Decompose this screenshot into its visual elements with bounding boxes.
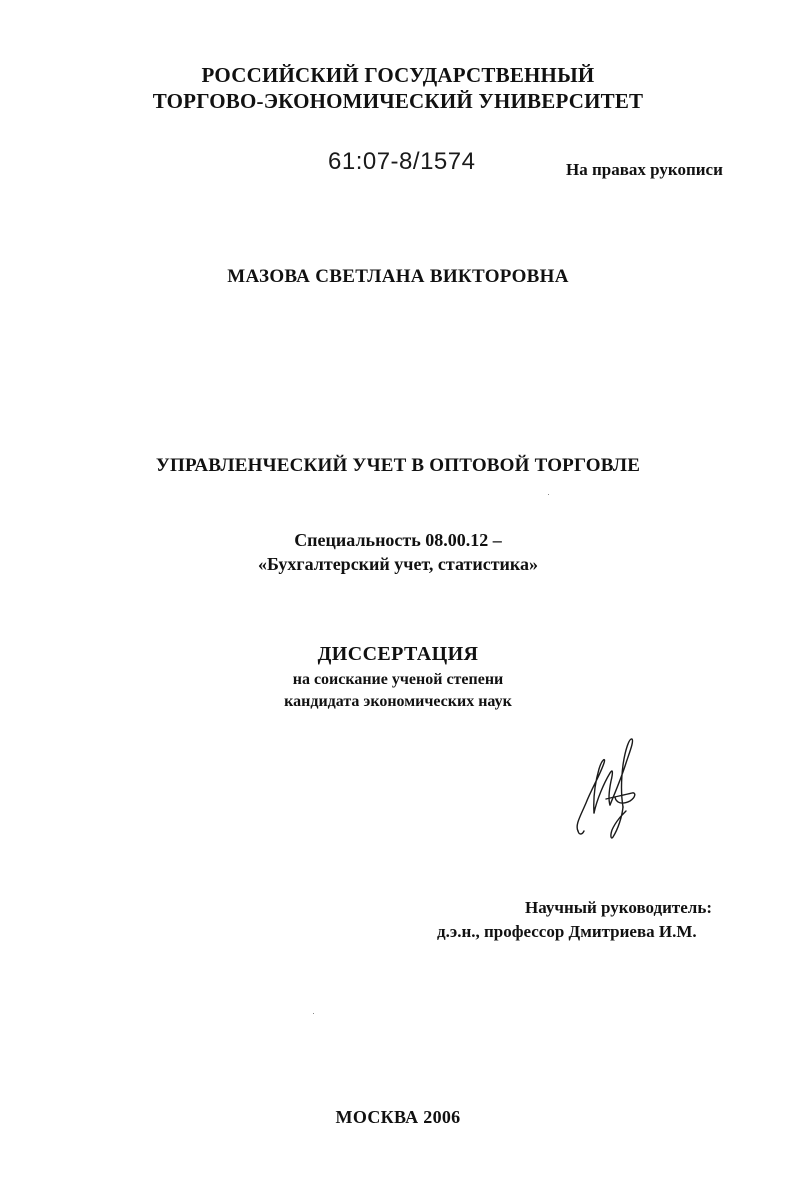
university-name bbox=[0, 62, 796, 114]
supervisor-name: д.э.н., профессор Дмитриева И.М. bbox=[437, 922, 697, 941]
supervisor-label: Научный руководитель: bbox=[525, 898, 712, 917]
degree-line-2: кандидата экономических наук bbox=[284, 693, 512, 710]
degree-block bbox=[0, 669, 796, 713]
signature-icon bbox=[566, 733, 644, 843]
dissertation-heading: ДИССЕРТАЦИЯ bbox=[317, 643, 479, 665]
degree-line-1: на соискание ученой степени bbox=[292, 671, 504, 688]
rights-note: На правах рукописи bbox=[566, 160, 723, 179]
dissertation-title: УПРАВЛЕНЧЕСКИЙ УЧЕТ В ОПТОВОЙ ТОРГОВЛЕ bbox=[155, 455, 641, 476]
author-name: МАЗОВА СВЕТЛАНА ВИКТОРОВНА bbox=[227, 266, 569, 287]
university-line-2: ТОРГОВО-ЭКОНОМИЧЕСКИЙ УНИВЕРСИТЕТ bbox=[152, 89, 644, 113]
catalog-code: 61:07-8/1574 bbox=[328, 148, 476, 175]
scan-speck bbox=[548, 494, 549, 495]
specialty-line-2: «Бухгалтерский учет, статистика» bbox=[257, 554, 539, 574]
university-line-1: РОССИЙСКИЙ ГОСУДАРСТВЕННЫЙ bbox=[201, 63, 595, 87]
specialty-line-1: Специальность 08.00.12 – bbox=[294, 530, 502, 550]
city-year: МОСКВА 2006 bbox=[335, 1107, 461, 1127]
specialty-block bbox=[0, 528, 796, 576]
scan-speck bbox=[313, 1013, 314, 1014]
